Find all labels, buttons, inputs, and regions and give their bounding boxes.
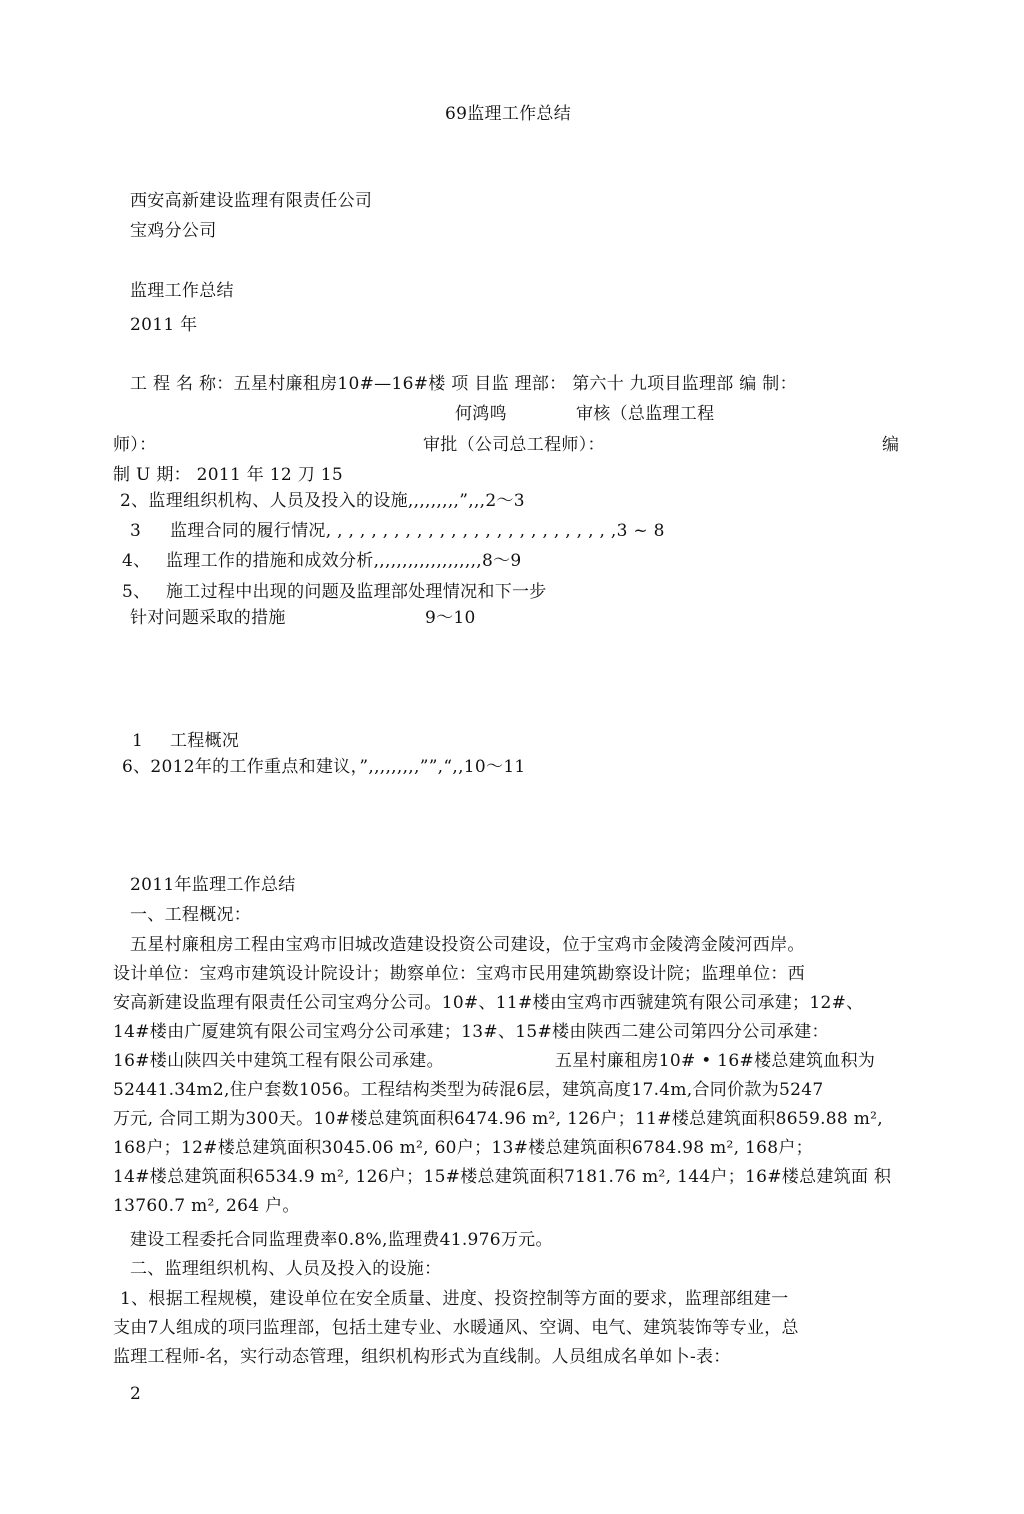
paragraph-line: 168户；12#楼总建筑面积3045.06 m², 60户；13#楼总建筑面积6784.98 m², 168户； [113,1138,813,1158]
cover-preparer-name: 何鸿鸣 [455,404,507,424]
company-branch: 宝鸡分公司 [130,221,217,241]
toc-item-4-number: 4、 [122,551,151,571]
paragraph-line: 1、根据工程规模，建设单位在安全质量、进度、投资控制等方面的要求，监理部组建一 [120,1289,789,1309]
cover-date-line: 制 U 期： 2011 年 12 刀 15 [113,465,343,485]
fee-paragraph: 建设工程委托合同监理费率0.8%,监理费41.976万元。 [130,1230,553,1250]
toc-item-2: 2、监理组织机构、人员及投入的设施,,,,,,,,,”,,,2〜3 [120,491,525,511]
toc-item-5: 施工过程中出现的问题及监理部处理情况和下一步 [166,582,547,602]
cover-reviewer-label: 审核（总监理工程 [576,404,715,424]
cover-doc-title: 监理工作总结 [130,281,234,301]
toc-item-3-number: 3 [130,521,142,541]
paragraph-line: 五星村廉租房10# • 16#楼总建筑血积为 [555,1051,876,1071]
summary-heading: 2011年监理工作总结 [130,875,296,895]
paragraph-line: 14#楼由广厦建筑有限公司宝鸡分公司承建；13#、15#楼由陕西二建公司第四分公司承建： [113,1022,829,1042]
section-1-heading: 一、工程概况： [130,905,252,925]
paragraph-line: 13760.7 m², 264 户。 [113,1196,300,1216]
paragraph-line: 设计单位：宝鸡市建筑设计院设计；勘察单位：宝鸡市民用建筑勘察设计院；监理单位：西 [113,964,805,984]
toc-item-5-continued: 针对问题采取的措施 [130,608,286,628]
section-2-heading: 二、监理组织机构、人员及投入的设施： [130,1259,442,1279]
paragraph-line: 14#楼总建筑面积6534.9 m², 126户；15#楼总建筑面积7181.76 m², 144户；16#楼总建筑面 积 [113,1167,892,1187]
cover-date-label-start: 编 [882,435,900,455]
cover-approver-label: 审批（公司总工程师）： [423,435,605,455]
paragraph-line: 支由7人组成的项冃监理部，包括土建专业、水暖通风、空调、电气、建筑装饰等专业，总 [113,1318,799,1338]
paragraph-line: 安高新建设监理有限责任公司宝鸡分公司。10#、11#楼由宝鸡市西虢建筑有限公司承建；12#、 [113,993,864,1013]
toc-item-5-pages: 9〜10 [425,608,476,628]
paragraph-line: 五星村廉租房工程由宝鸡市旧城改造建设投资公司建设，位于宝鸡市金陵湾金陵河西岸。 [130,935,805,955]
paragraph-line: 52441.34m2,住户套数1056。工程结构类型为砖混6层，建筑高度17.4m,合同价款为5247 [113,1080,824,1100]
paragraph-line: 万元, 合同工期为300天。10#楼总建筑面积6474.96 m², 126户；11#楼总建筑面积8659.88 m², [113,1109,883,1129]
page-number: 2 [130,1384,142,1404]
paragraph-line: 监理工程师-名，实行动态管理，组织机构形式为直线制。人员组成名单如卜-表： [113,1347,731,1367]
toc-item-1: 工程概况 [170,731,240,751]
toc-item-1-number: 1 [132,731,144,751]
cover-year: 2011 年 [130,315,198,335]
toc-item-5-number: 5、 [122,582,151,602]
paragraph-line: 16#楼山陕四关中建筑工程有限公司承建。 [113,1051,444,1071]
toc-item-3: 监理合同的履行情况, , , , , , , , , , , , , , , , , , , , , , , , , ,3 ~ 8 [170,521,665,541]
toc-item-6: 6、2012年的工作重点和建议，”,,,,,,,,,””,“,,10〜11 [122,757,526,777]
company-name: 西安高新建设监理有限责任公司 [130,191,373,211]
document-title: 69监理工作总结 [445,104,572,124]
cover-reviewer-label-end: 师）： [113,435,157,455]
cover-info-line: 工 程 名 称：五星村廉租房10#—16#楼 项 目监 理部： 第六十 九项目监理部 编 制： [130,374,797,394]
toc-item-4: 监理工作的措施和成效分析,,,,,,,,,,,,,,,,,,,8〜9 [166,551,522,571]
